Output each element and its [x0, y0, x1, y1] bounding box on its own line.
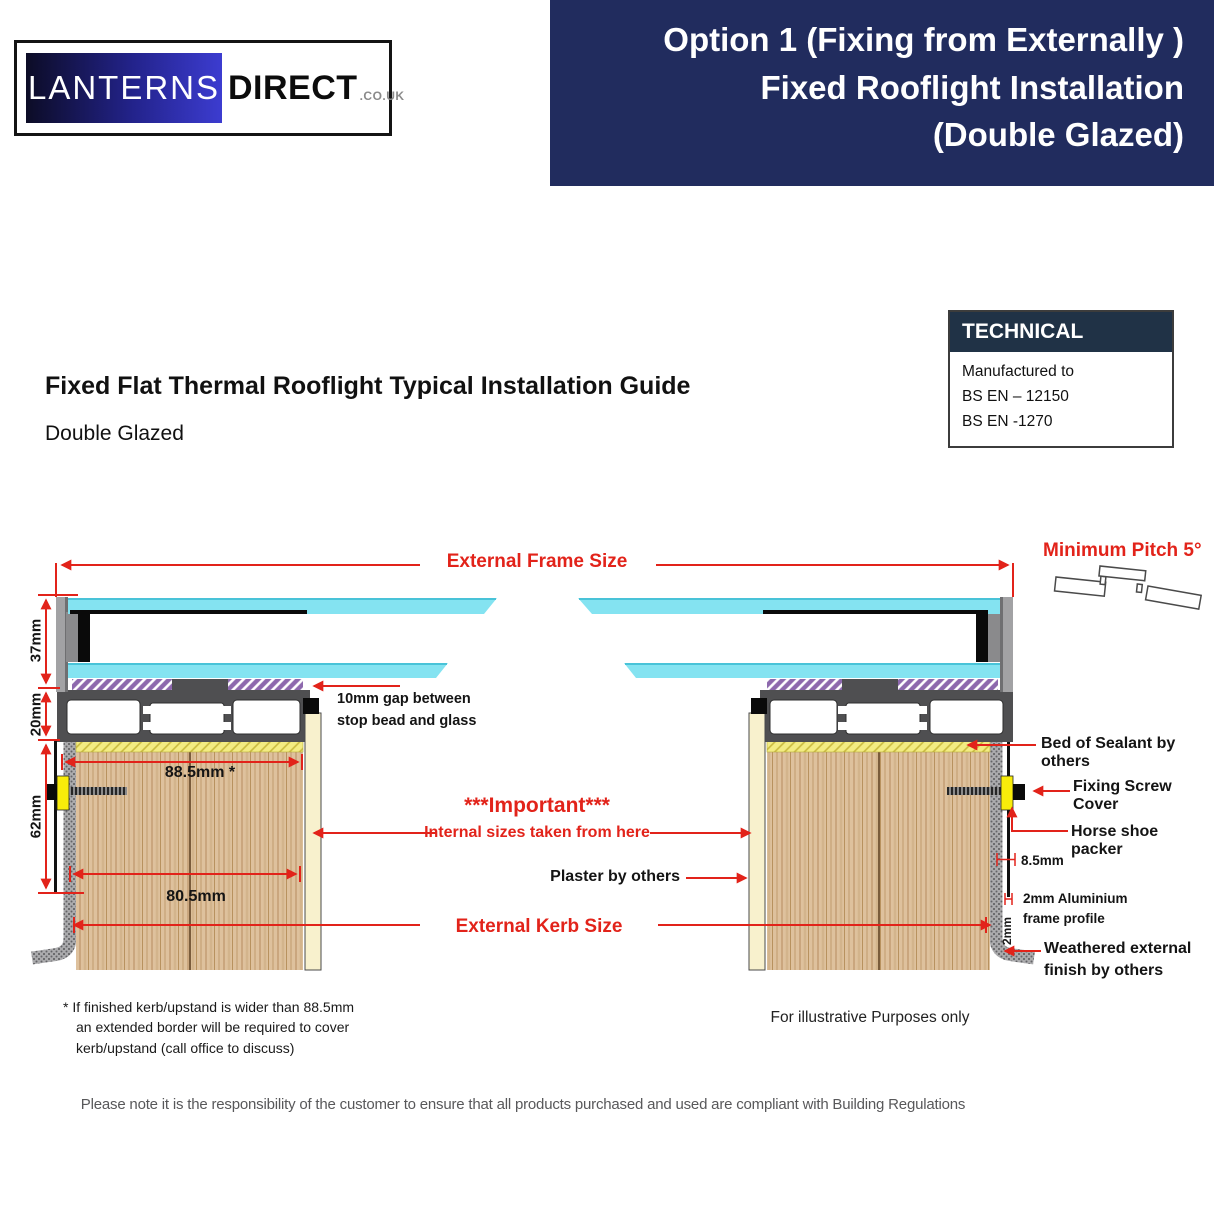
right-cross-section [578, 597, 1034, 970]
gap-note-label [337, 688, 476, 733]
weathered-finish-line-2: finish by others [1044, 962, 1164, 980]
pitch-icon [1055, 566, 1202, 609]
technical-box-title: TECHNICAL [950, 312, 1172, 352]
dim-85mm-label: 8.5mm [1021, 853, 1064, 868]
aluminium-profile-line-2: frame profile [1023, 911, 1105, 927]
footnote-line-3: kerb/upstand (call office to discuss) [76, 1039, 295, 1056]
internal-sizes-label: Internal sizes taken from here [424, 824, 650, 841]
banner-line-2: Fixed Rooflight Installation [760, 68, 1184, 106]
kerb-footnote [63, 997, 354, 1058]
logo-direct-text: DIRECT [228, 68, 358, 107]
left-cross-section [32, 597, 497, 970]
dim-20mm-label: 20mm [27, 692, 45, 737]
bed-of-sealant-label: Bed of Sealant by others [1041, 735, 1176, 770]
aluminium-profile-label [1023, 889, 1128, 930]
logo-lanterns-text: LANTERNS [26, 53, 222, 123]
technical-line: BS EN – 12150 [962, 387, 1069, 405]
technical-line: BS EN -1270 [962, 412, 1053, 430]
external-frame-size-label: External Frame Size [446, 551, 628, 572]
footnote-line-2: an extended border will be required to cover [76, 1019, 350, 1036]
gap-note-line-2: stop bead and glass [337, 713, 477, 730]
external-kerb-size-label: External Kerb Size [455, 916, 623, 937]
dim-2mm-label: 2mm [1000, 917, 1014, 946]
important-label: ***Important*** [464, 794, 610, 817]
page-subtitle: Double Glazed [45, 422, 184, 445]
dim-885mm-label: 88.5mm * [164, 764, 236, 781]
plaster-label: Plaster by others [550, 868, 680, 885]
logo-tld-text: .CO.UK [359, 89, 405, 103]
minimum-pitch-label: Minimum Pitch 5° [1043, 540, 1202, 561]
footnote-line-1: * If finished kerb/upstand is wider than 88.5mm [63, 999, 355, 1015]
weathered-finish-line-1: Weathered external [1044, 940, 1192, 957]
banner-line-1: Option 1 (Fixing from Externally ) [663, 21, 1184, 58]
gap-note-line-1: 10mm gap between [337, 691, 471, 707]
page-title: Fixed Flat Thermal Rooflight Typical Installation Guide [45, 372, 691, 400]
fixing-screw-cover-label: Fixing Screw Cover [1073, 778, 1172, 813]
building-regulations-disclaimer: Please note it is the responsibility of the customer to ensure that all products purchased and used are compliant with Building Regulations [80, 1096, 966, 1113]
aluminium-profile-line-1: 2mm Aluminium [1023, 891, 1128, 906]
technical-line: Manufactured to [962, 363, 1075, 380]
dim-37mm-label: 37mm [27, 618, 45, 663]
dim-62mm-label: 62mm [27, 794, 45, 839]
illustrative-purposes-label: For illustrative Purposes only [770, 1009, 970, 1026]
weathered-finish-label [1044, 938, 1191, 983]
horse-shoe-packer-label: Horse shoe packer [1071, 823, 1159, 858]
dim-805mm-label: 80.5mm [166, 888, 226, 905]
banner-line-3: (Double Glazed) [932, 116, 1184, 154]
